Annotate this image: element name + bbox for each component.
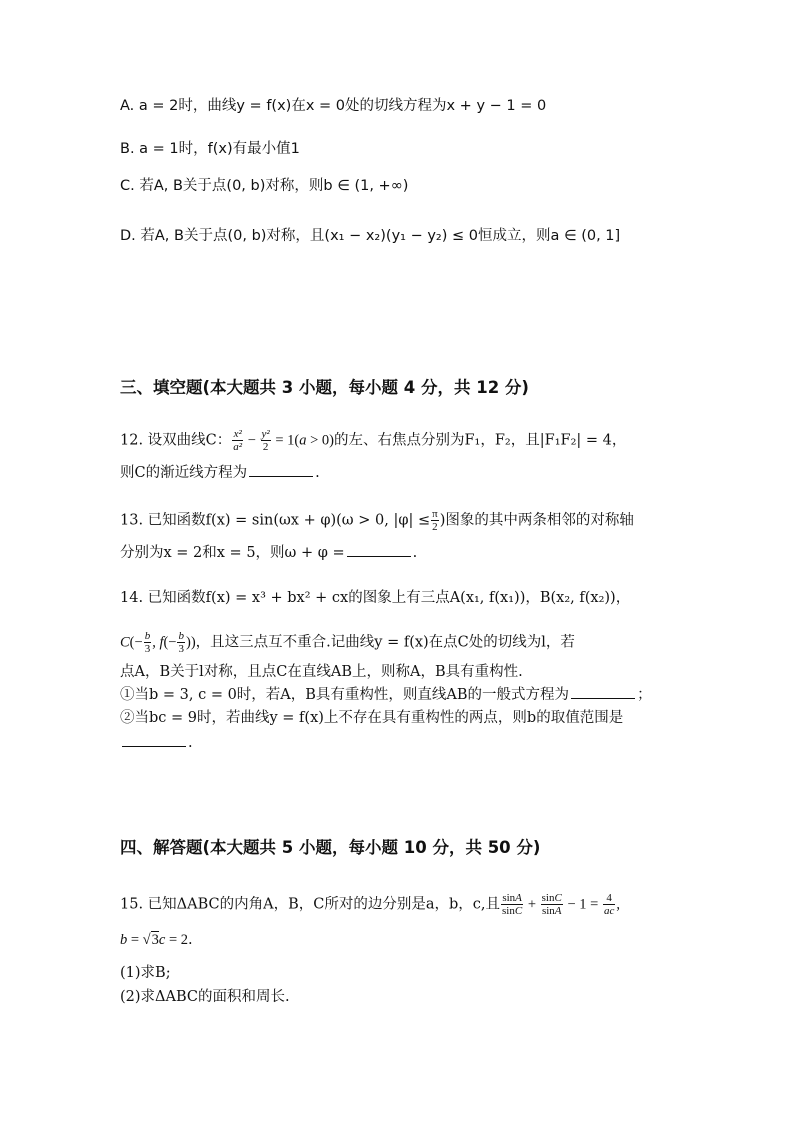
q14-text-line2: ，且这三点互不重合.记曲线y = f(x)在点C处的切线为l，若 [195, 634, 575, 651]
q12-text-line2: 则C的渐近线方程为 [120, 465, 248, 481]
option-d [120, 226, 620, 246]
option-c-text: 若A, B关于点(0, b)对称，则b ∈ (1, +∞) [139, 178, 409, 194]
option-a [120, 96, 546, 116]
q14-line2: C(− $\frac{b}{3}$ , f(− $\frac{b}{3}$ ))，且这三点互不重合.记曲线y = f(x)在点C处的切线为l，若 [120, 630, 575, 655]
option-a-label: A. [120, 98, 135, 114]
q13-answer-blank [347, 542, 411, 557]
q12-frac-y: $\frac{\text{y²}}{2}$ [261, 428, 270, 453]
q14-answer-blank-1 [571, 684, 635, 699]
q14-answer-blank-2 [122, 732, 186, 747]
option-a-text: a = 2时，曲线y = f(x)在x = 0处的切线方程为x + y − 1 = 0 [138, 98, 547, 114]
q15-line2: b = √3c = 2. [120, 932, 193, 948]
q14-frac-b3-b: $\frac{b}{3}$ [178, 630, 184, 655]
q13-frac-pi: $\frac{\pi}{2}$ [432, 508, 438, 533]
q13-line2 [120, 542, 417, 563]
q12-line2 [120, 462, 320, 483]
section4-title: 四、解答题(本大题共 5 小题，每小题 10 分，共 50 分) [120, 838, 541, 857]
q14-line6-end: . [188, 735, 193, 751]
q12-line1: 12. 设双曲线C： $\frac{\text{x²}}{\text{a²}}$ − $\frac{\text{y²}}{2}$ = 1(a > 0)的左、右焦点分别为F₁，F₂，且|F₁F₂| = 4， [120, 428, 627, 453]
q15-line2-end: . [188, 932, 193, 948]
q14-text-line1: 已知函数f(x) = x³ + bx² + cx的图象上有三点A(x₁, f(x₁))，B(x₂, f(x₂))， [147, 590, 631, 606]
q12-number: 12. [120, 432, 144, 449]
q14-number: 14. [120, 590, 144, 606]
q15-frac-sina: $\frac{\sin A}{\sin C}$ [502, 892, 523, 917]
q15-line1: 15. 已知ΔABC的内角A，B，C所对的边分别是a，b，c,且 $\frac{\sin A}{\sin C}$ + $\frac{\sin C}{\sin A}$ − 1 = $\frac{4}{ac}$ , [120, 892, 620, 917]
q12-text-b: 的左、右焦点分别为F₁，F₂，且|F₁F₂| = 4， [334, 432, 627, 449]
q15-text-a: 已知ΔABC的内角A，B，C所对的边分别是a，b，c,且 [147, 896, 501, 913]
option-b-label: B. [120, 141, 135, 157]
q14-frac-b3-a: $\frac{b}{3}$ [144, 630, 151, 655]
q12-text-a: 设双曲线C： [147, 432, 232, 449]
option-d-label: D. [120, 228, 136, 244]
q13-text-a: 已知函数f(x) = sin(ωx + φ)(ω > 0, |φ| ≤ [147, 512, 431, 529]
q12-end: . [315, 465, 320, 481]
q14-line4-end: ； [637, 687, 652, 703]
option-c [120, 176, 408, 196]
q14-line3: 点A，B关于l对称，且点C在直线AB上，则称A，B具有重构性. [120, 664, 523, 680]
q15-frac-4ac: $\frac{4}{ac}$ [603, 892, 615, 917]
q12-answer-blank [249, 462, 313, 477]
option-b [120, 139, 300, 159]
q13-number: 13. [120, 512, 144, 529]
option-c-label: C. [120, 178, 135, 194]
q15-frac-sinc: $\frac{\sin C}{\sin A}$ [541, 892, 562, 917]
q14-line6 [120, 732, 193, 753]
q13-text-line2: 分别为x = 2和x = 5，则ω + φ = [120, 545, 345, 561]
q15-sub2: (2)求ΔABC的面积和周长. [120, 989, 290, 1005]
q13-text-b: )图象的其中两条相邻的对称轴 [439, 512, 634, 529]
q14-text-line4: ①当b = 3, c = 0时，若A，B具有重构性，则直线AB的一般式方程为 [120, 687, 570, 703]
option-d-text: 若A, B关于点(0, b)对称，且(x₁ − x₂)(y₁ − y₂) ≤ 0恒成立，则a ∈ (0, 1] [140, 228, 621, 244]
q13-end: . [412, 545, 418, 561]
q15-sub1: (1)求B; [120, 965, 171, 981]
q13-line1 [120, 508, 634, 533]
option-b-text: a = 1时，f(x)有最小值1 [139, 141, 300, 157]
q15-number: 15. [120, 896, 144, 913]
q14-line5: ②当bc = 9时，若曲线y = f(x)上不存在具有重构性的两点，则b的取值范围是 [120, 710, 624, 726]
q14-line4 [120, 684, 652, 705]
section3-title: 三、填空题(本大题共 3 小题，每小题 4 分，共 12 分) [120, 378, 529, 397]
q12-frac-x: $\frac{\text{x²}}{\text{a²}}$ [233, 428, 243, 453]
q14-line1 [120, 588, 630, 608]
